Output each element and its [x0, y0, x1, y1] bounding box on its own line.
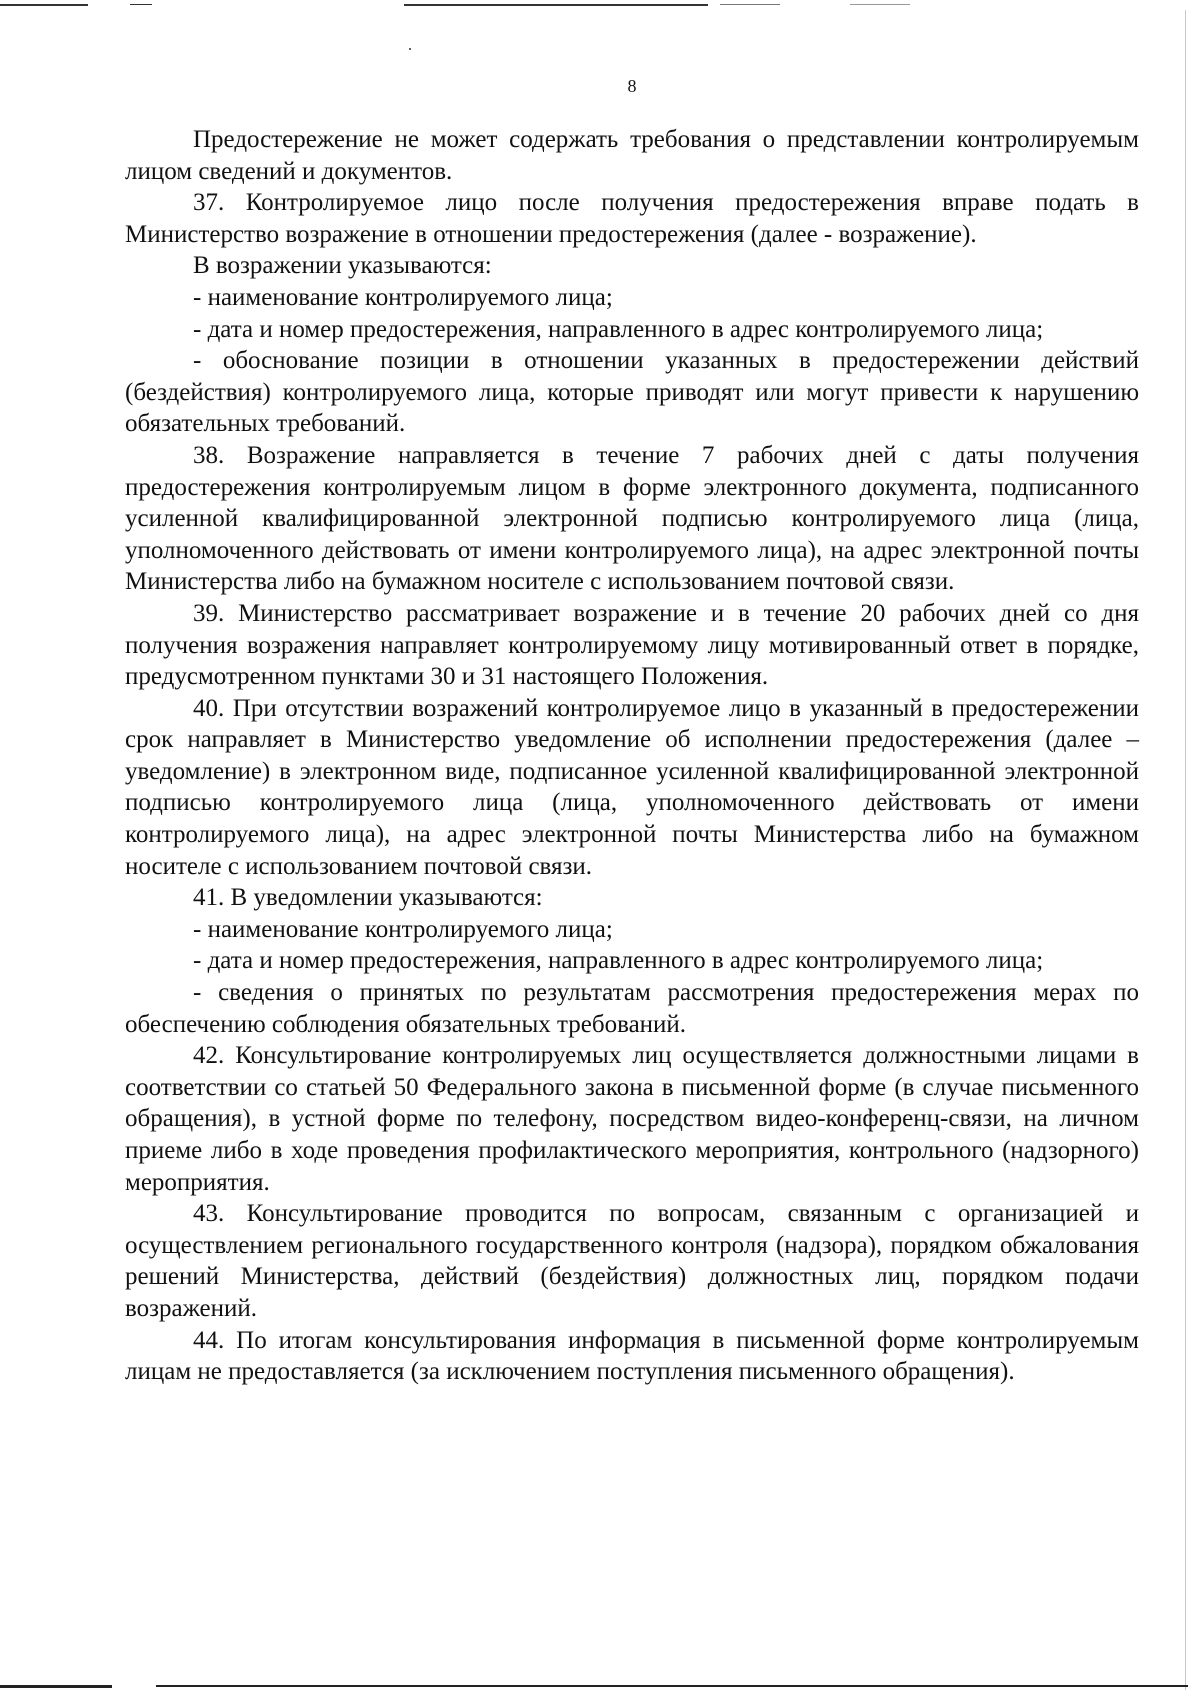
list-item: - дата и номер предостережения, направленного в адрес контролируемого лица; — [193, 947, 1044, 975]
paragraph-item-40: 40. При отсутствии возражений контролируемое лицо в указанный в предостережении срок направляет в Министерство уведомление об исполнении предостережения (далее – уведомление) в электронном виде, подписанное усиленной квалифицированной электронной подписью контролируемого лица (лица, уполномоченного действовать от имени контролируемого лица), на адрес электронной почты Министерства либо на бумажном носителе с использованием почтовой связи. — [125, 694, 1139, 880]
paragraph-item-41: 41. В уведомлении указываются: — [193, 884, 543, 912]
paragraph-item-39: 39. Министерство рассматривает возражение и в течение 20 рабочих дней со дня получения возражения направляет контролируемому лицу мотивированный ответ в порядке, предусмотренном пунктами 30 и 31 настоящего Положения. — [125, 599, 1139, 691]
paragraph-item-37: 37. Контролируемое лицо после получения предостережения вправе подать в Министерство возражение в отношении предостережения (далее - возражение). — [125, 189, 1139, 248]
list-item: - наименование контролируемого лица; — [193, 915, 613, 943]
scan-edge-mark — [0, 4, 88, 6]
paragraph: Предостережение не может содержать требования о представлении контролируемым лицом сведений и документов. — [125, 126, 1139, 185]
list-item: - обоснование позиции в отношении указанных в предостережении действий (бездействия) контролируемого лица, которые приводят или могут привести к нарушению обязательных требований. — [125, 347, 1139, 438]
scan-edge-mark — [0, 1685, 112, 1688]
paragraph-item-42: 42. Консультирование контролируемых лиц осуществляется должностными лицами в соответствии со статьей 50 Федерального закона в письменной форме (в случае письменного обращения), в устной форме по телефону, посредством видео-конференц-связи, на личном приеме либо в ходе проведения профилактического мероприятия, контрольного (надзорного) мероприятия. — [125, 1042, 1139, 1196]
document-body — [125, 124, 1139, 1388]
scan-edge-mark — [404, 4, 708, 6]
scan-edge-mark — [156, 1685, 1188, 1687]
list-item: - сведения о принятых по результатам рассмотрения предостережения мерах по обеспечению соблюдения обязательных требований. — [125, 979, 1139, 1038]
scan-edge-mark — [720, 4, 780, 5]
list-item: - наименование контролируемого лица; — [193, 283, 613, 311]
list-item: - дата и номер предостережения, направленного в адрес контролируемого лица; — [193, 315, 1044, 343]
scan-edge-mark — [850, 4, 910, 5]
paragraph-item-43: 43. Консультирование проводится по вопросам, связанным с организацией и осуществлением регионального государственного контроля (надзора), порядком обжалования решений Министерства, действий (бездействия) должностных лиц, порядком подачи возражений. — [125, 1200, 1139, 1322]
paragraph-item-38: 38. Возражение направляется в течение 7 рабочих дней с даты получения предостережения контролируемым лицом в форме электронного документа, подписанного усиленной квалифицированной электронной подписью контролируемого лица (лица, уполномоченного действовать от имени контролируемого лица), на адрес электронной почты Министерства либо на бумажном носителе с использованием почтовой связи. — [125, 441, 1139, 596]
paragraph-item-44: 44. По итогам консультирования информация в письменной форме контролируемым лицам не предоставляется (за исключением поступления письменного обращения). — [125, 1326, 1139, 1386]
scan-dot — [409, 48, 411, 50]
page-number: 8 — [627, 76, 637, 96]
scan-edge-mark — [130, 4, 152, 5]
paragraph: В возражении указываются: — [193, 252, 492, 280]
scan-edge-line — [1185, 10, 1186, 1690]
